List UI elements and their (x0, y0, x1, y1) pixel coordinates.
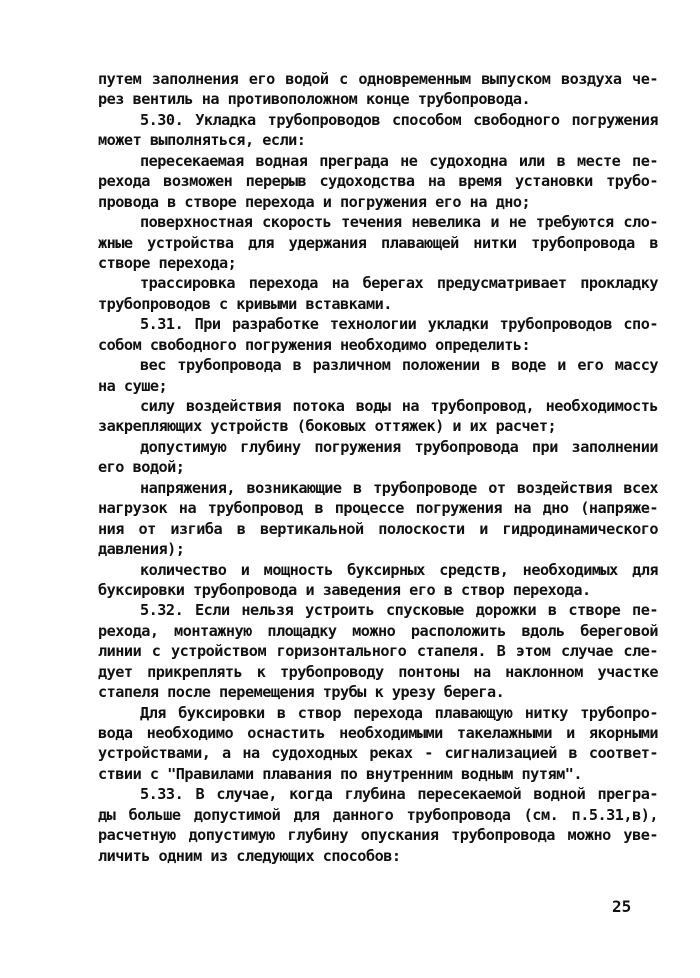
text-line: 5.31. При разработке технологии укладки трубопроводов спо- (140, 315, 658, 334)
text-line: силу воздействия потока воды на трубопровод, необходимость (140, 397, 658, 415)
text-line: личить одним из следующих способов: (98, 846, 401, 865)
text-line: 5.30. Укладка трубопроводов способом свободного погружения (140, 110, 658, 129)
text-line: жные устройства для удержания плавающей нитки трубопровода в (98, 233, 658, 252)
text-line: стапеля после перемещения трубы к урезу берега. (98, 683, 505, 702)
text-line: трассировка перехода на берегах предусматривает прокладку (140, 274, 658, 293)
text-line: линии с устройством горизонтального стапеля. В этом случае сле- (98, 642, 658, 661)
text-line: ствии с "Правилами плавания по внутренним водным путям". (98, 764, 583, 783)
text-line: трубопроводов с кривыми вставками. (98, 294, 392, 313)
text-line: рехода, монтажную площадку можно расположить вдоль береговой (98, 621, 658, 640)
text-line: собом свободного погружения необходимо определить: (98, 335, 531, 354)
text-line: ния от изгиба в вертикальной полоскости и гидродинамического (98, 519, 658, 538)
text-line: устройствами, а на судоходных реках - сигнализацией в соответ- (98, 744, 658, 763)
text-line: рез вентиль на противоположном конце трубопровода. (98, 90, 531, 109)
body-text (98, 69, 658, 866)
page-number: 25 (612, 897, 632, 916)
text-line: вода необходимо оснастить необходимыми такелажными и якорными (98, 724, 658, 742)
text-line: дует прикреплять к трубопроводу понтоны на наклонном участке (98, 662, 658, 681)
text-line: поверхностная скорость течения невелика и не требуются сло- (140, 213, 658, 232)
text-line: его водой; (98, 458, 185, 477)
text-line: количество и мощность буксирных средств, необходимых для (140, 560, 658, 579)
text-line: допустимую глубину погружения трубопровода при заполнении (140, 437, 658, 456)
text-line: закрепляющих устройств (боковых оттяжек) и их расчет; (98, 417, 557, 436)
text-line: створе перехода; (98, 253, 237, 272)
text-line: пересекаемая водная преграда не судоходна или в месте пе- (140, 151, 658, 170)
text-line: расчетную допустимую глубину опускания трубопровода можно уве- (98, 826, 658, 845)
text-line: напряжения, возникающие в трубопроводе от воздействия всех (140, 478, 658, 497)
text-line: на суше; (98, 376, 168, 395)
text-line: Для буксировки в створ перехода плавающую нитку трубопро- (140, 703, 658, 722)
text-line: ды больше допустимой для данного трубопровода (см. п.5.31,в), (98, 805, 658, 824)
text-line: вес трубопровода в различном положении в воде и его массу (140, 356, 658, 375)
text-line: путем заполнения его водой с одновременным выпуском воздуха че- (98, 70, 658, 88)
text-line: 5.33. В случае, когда глубина пересекаемой водной прегра- (140, 785, 658, 804)
text-line: рехода возможен перерыв судоходства на время установки трубо- (98, 172, 658, 191)
text-line: давления); (98, 540, 185, 559)
text-line: нагрузок на трубопровод в процессе погружения на дно (напряже- (98, 499, 658, 518)
text-line: провода в створе перехода и погружения его на дно; (98, 192, 531, 211)
text-line: может выполняться, если: (98, 131, 306, 150)
text-line: 5.32. Если нельзя устроить спусковые дорожки в створе пе- (140, 601, 658, 620)
text-line: буксировки трубопровода и заведения его в створ перехода. (98, 580, 591, 599)
